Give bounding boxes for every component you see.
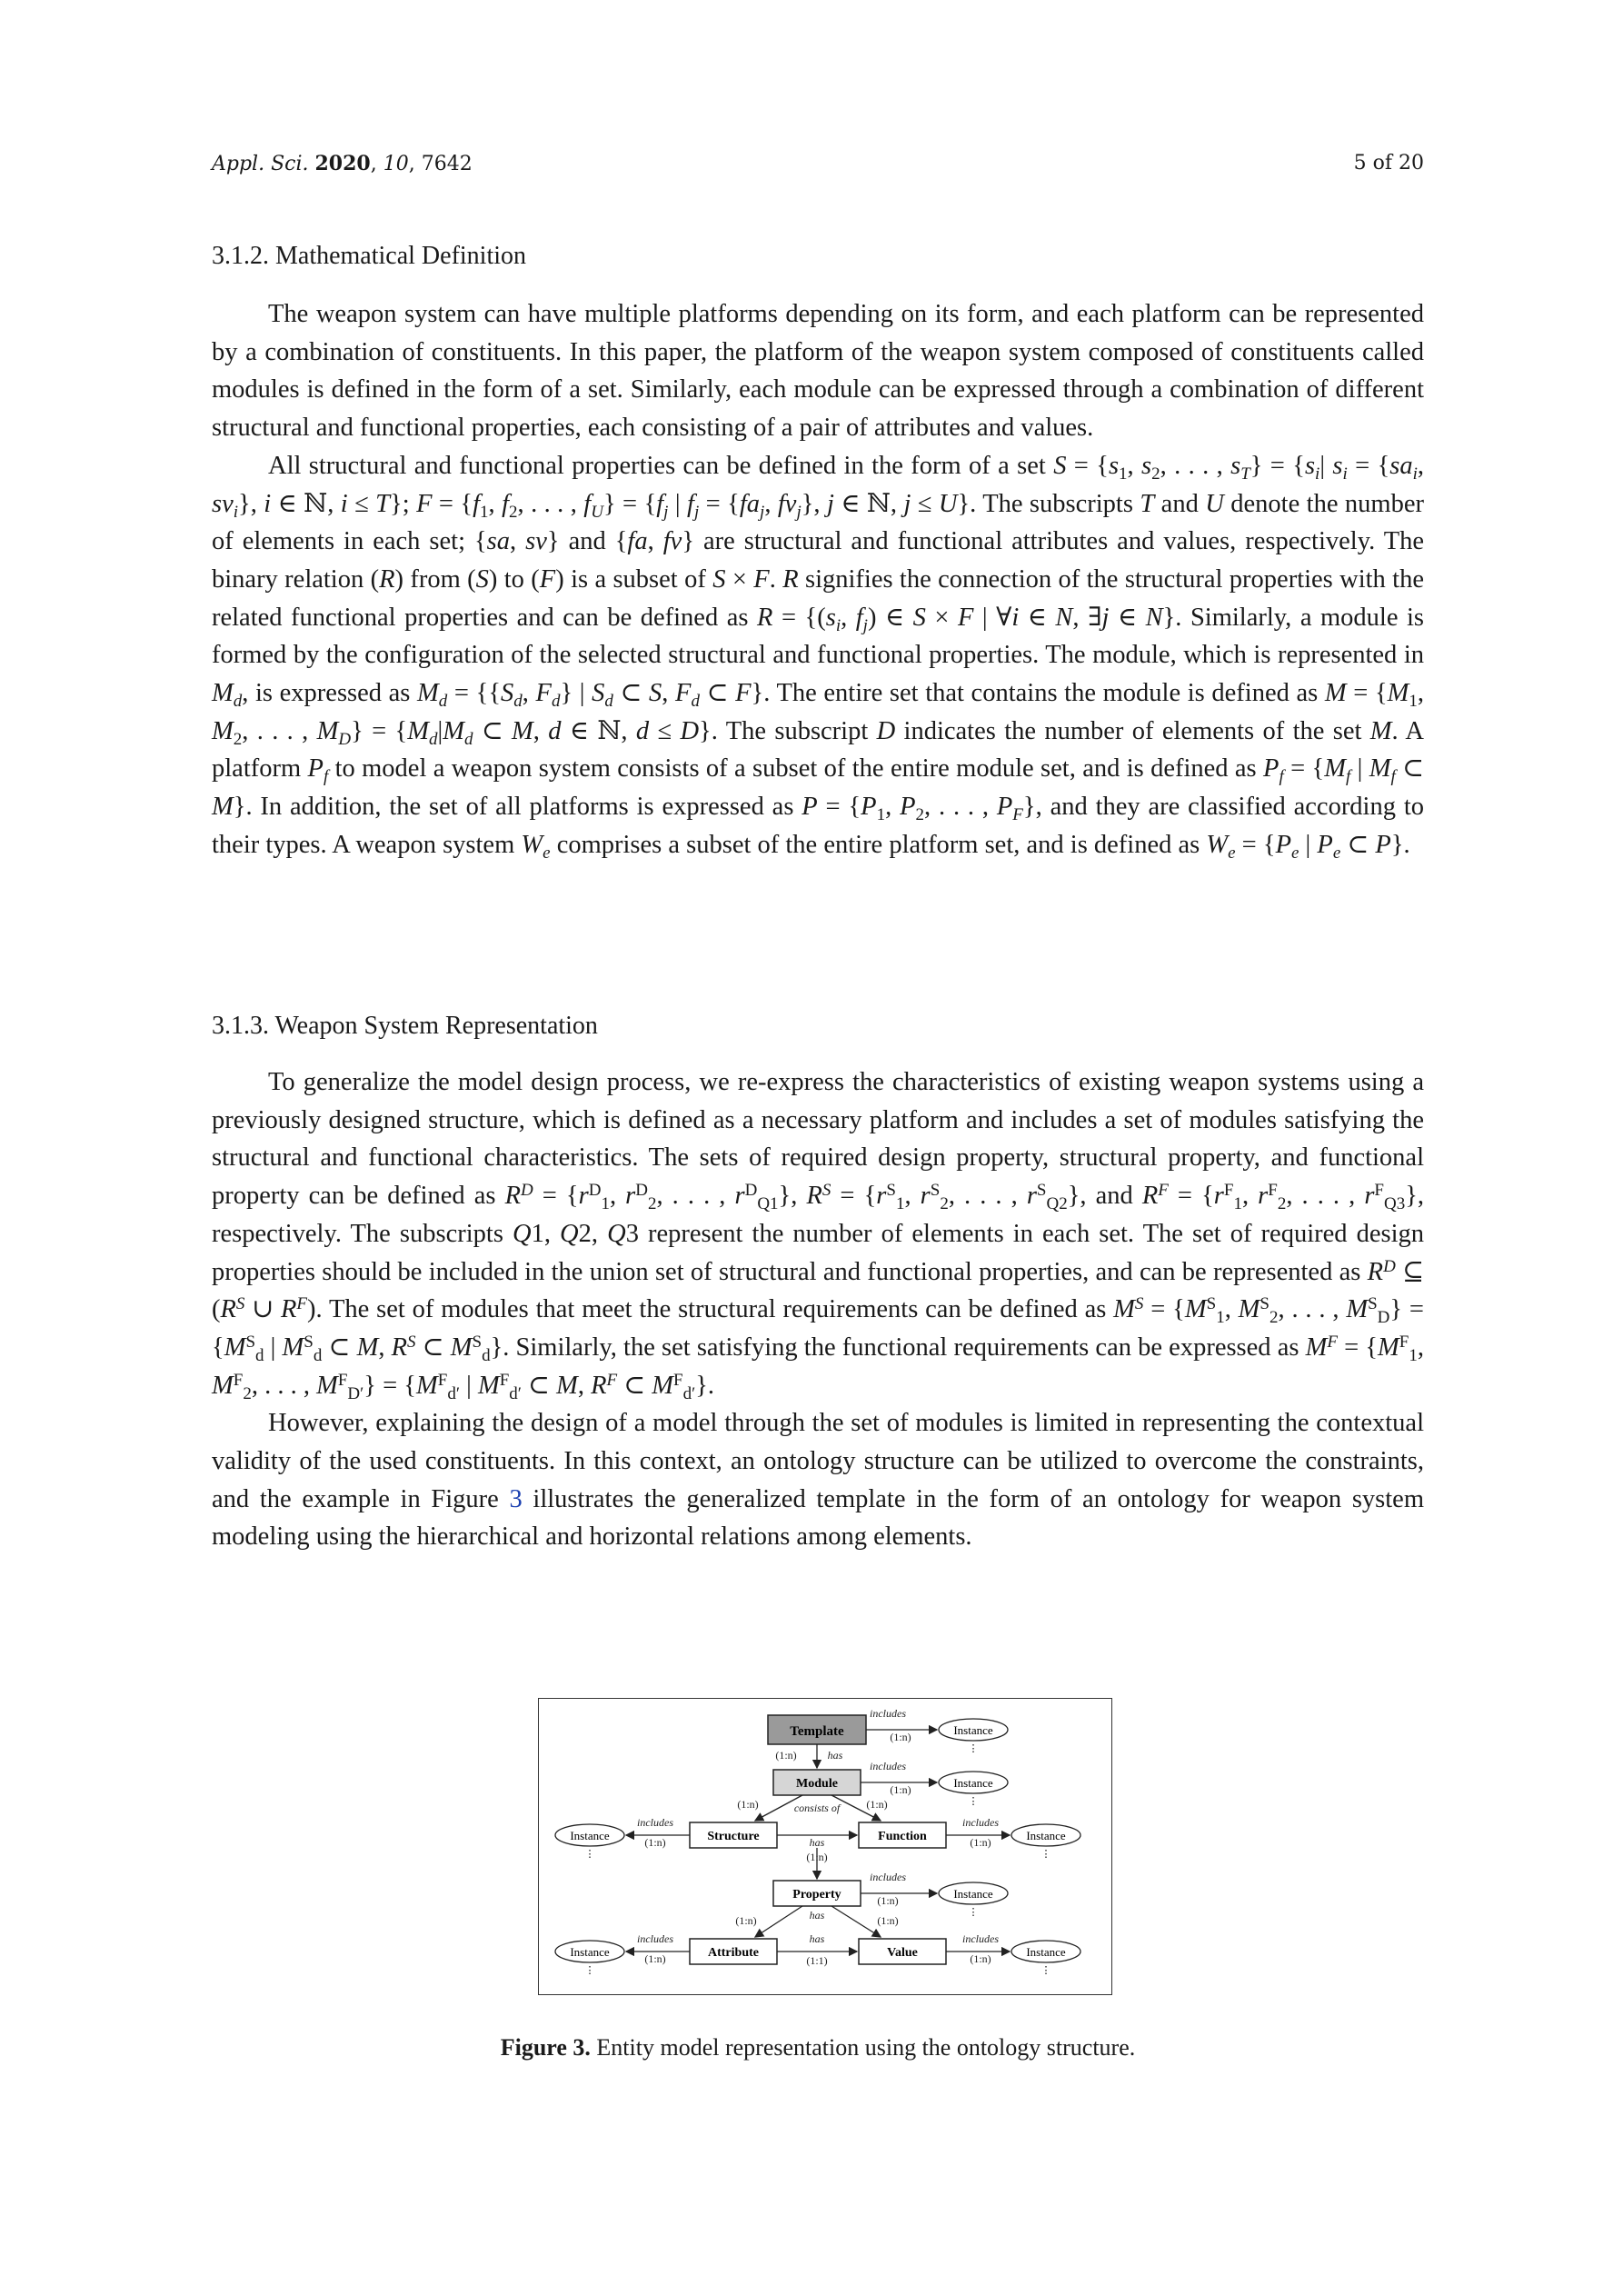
instance-attribute-ellipsis: ⋮: [584, 1965, 595, 1976]
section-3-1-2-body: [212, 295, 1424, 864]
running-head: [212, 152, 1424, 175]
caption-text: Entity model representation using the ontology structure.: [590, 2034, 1136, 2061]
label-includes-7: includes: [962, 1932, 999, 1945]
label-1n-5: (1:n): [866, 1798, 888, 1811]
label-has-1: has: [827, 1749, 843, 1762]
ontology-diagram-svg: [539, 1699, 1111, 1994]
paragraph-2: All structural and functional properties can be defined in the form of a set $S = \{s_1$, $s_2$, . . . , $s_T\} = \{s_i|$ $s_i = \{sa_i$, $sv_i$}, i ∈ ℕ, i ≤ T}; $F = \{f_1$, $f_2$, . . . , $f_U\} = \{f_j$ | $f_j = \{fa_j$, $fv_j$}, j ∈ ℕ, j ≤ U}. The subscripts T and U denote the number of elements in each set; {sa, sv} and {fa, fv} are structural and functional attributes and values, respectively. The binary relation (R) from (S) to (F) is a subset of S × F. R signifies the connection of the structural properties with the related functional properties and can be defined as $R = \{(s_i$, $f_j$) ∈ S × F | ∀i ∈ N, ∃j ∈ N}. Similarly, a module is formed by the configuration of the selected structural and functional properties. The module, which is represented in $M_d$, is expressed as $M_d = \{\{S_d$, $F_d$} | $S_d$ ⊂ S, $F_d$ ⊂ F}. The entire set that contains the module is defined as $M = \{M_1$, $M_2$, . . . , $M_D\} = \{M_d|M_d$ ⊂ M, d ∈ ℕ, d ≤ D}. The subscript D indicates the number of elements of the set M. A platform $P_f$ to model a weapon system consists of a subset of the entire module set, and is defined as $P_f = \{M_f$ | $M_f$ ⊂ M}. In addition, the set of all platforms is expressed as $P = \{P_1$, $P_2$, . . . , $P_F$}, and they are classified according to their types. A weapon system $W_e$ comprises a subset of the entire platform set, and is defined as $W_e = \{P_e$ | $P_e$ ⊂ P}.: [212, 451, 1425, 863]
instance-value-label: Instance: [1026, 1945, 1066, 1959]
label-has-3: has: [809, 1909, 825, 1922]
label-1n-11: (1:n): [877, 1914, 899, 1927]
label-1n-2: (1:n): [775, 1749, 797, 1762]
caption-label: Figure 3.: [500, 2034, 591, 2061]
journal-citation: Appl. Sci. 2020, 10, 7642: [212, 152, 473, 175]
node-module-label: Module: [796, 1777, 838, 1791]
figure-3-ontology-diagram: [538, 1698, 1112, 1995]
instance-module-ellipsis: ⋮: [968, 1796, 979, 1807]
label-consists-of: consists of: [793, 1802, 841, 1814]
instance-attribute-label: Instance: [570, 1945, 610, 1959]
instance-structure-label: Instance: [570, 1829, 610, 1842]
instance-function-ellipsis: ⋮: [1041, 1849, 1051, 1860]
label-has-2: has: [809, 1836, 825, 1849]
paragraph-3: To generalize the model design process, we re-express the characteristics of existing weapon systems using a previously designed structure, which is defined as a necessary platform and includes a set of modules satisfying the structural and functional characteristics. The sets of required design property, structural property, and functional property can be defined as $R^D = \{r^D_1$, $r^D_2$, . . . , $r^D_{Q1}$}, $R^S = \{r^S_1$, $r^S_2$, . . . , $r^S_{Q2}$}, and $R^F = \{r^F_1$, $r^F_2$, . . . , $r^F_{Q3}$}, respectively. The subscripts Q1, Q2, Q3 represent the number of elements in each set. The set of required design properties should be included in the union set of structural and functional properties, and can be represented as $R^D$ ⊆ ($R^S$ ∪ $R^F$). The set of modules that meet the structural requirements can be defined as $M^S = \{M^S_1$, $M^S_2$, . . . , $M^S_D\} = \{M^S_d$ | $M^S_d$ ⊂ M, $R^S$ ⊂ $M^S_d$}. Similarly, the set satisfying the functional requirements can be expressed as $M^F = \{M^F_1$, $M^F_2$, . . . , $M^F_{D'}\} = \{M^F_{d'}$ | $M^F_{d'}$ ⊂ M, $R^F$ ⊂ $M^F_{d'}$}.: [212, 1068, 1425, 1403]
node-function-label: Function: [878, 1830, 927, 1843]
instance-property-ellipsis: ⋮: [968, 1907, 979, 1918]
label-includes-1: includes: [870, 1707, 906, 1720]
label-has-4: has: [809, 1932, 825, 1945]
node-template-label: Template: [790, 1724, 844, 1739]
label-1n-12: (1:n): [644, 1952, 666, 1965]
journal-article: 7642: [421, 153, 473, 175]
edge-property-value: [831, 1906, 881, 1937]
instance-value-ellipsis: ⋮: [1041, 1965, 1051, 1976]
label-includes-4: includes: [962, 1816, 999, 1829]
node-property-label: Property: [792, 1888, 841, 1902]
journal-volume: 10: [383, 153, 409, 175]
instance-module-label: Instance: [953, 1776, 993, 1790]
instance-template-label: Instance: [953, 1723, 993, 1737]
journal-year: 2020: [314, 152, 371, 175]
figure-3-link[interactable]: 3: [509, 1484, 523, 1513]
paragraph-1: The weapon system can have multiple platforms depending on its form, and each platform can be represented by a combination of constituents. In this paper, the platform of the weapon system composed of constituents called modules is defined in the form of a set. Similarly, each module can be expressed through a combination of different structural and functional properties, each consisting of a pair of attributes and values.: [212, 300, 1424, 443]
label-1n-4: (1:n): [737, 1798, 759, 1811]
instance-template-ellipsis: ⋮: [968, 1743, 979, 1754]
paragraph-4: However, explaining the design of a model through the set of modules is limited in representing the contextual validity of the used constituents. In this context, an ontology structure can be utilized to overcome the constraints, and the example in Figure 3 illustrates the generalized template in the form of an ontology for weapon system modeling using the hierarchical and horizontal relations among elements.: [212, 1409, 1424, 1552]
node-value-label: Value: [887, 1946, 918, 1960]
label-1n-1: (1:n): [890, 1731, 911, 1743]
section-3-1-3-body: [212, 1063, 1424, 1556]
label-includes-2: includes: [870, 1760, 906, 1772]
page-number: 5 of 20: [1353, 152, 1424, 175]
node-structure-label: Structure: [707, 1830, 760, 1843]
label-includes-5: includes: [870, 1871, 906, 1883]
instance-function-label: Instance: [1026, 1829, 1066, 1842]
label-includes-6: includes: [637, 1932, 673, 1945]
edge-property-attribute: [755, 1906, 802, 1937]
label-1n-7: (1:n): [970, 1836, 991, 1849]
node-attribute-label: Attribute: [708, 1946, 759, 1960]
journal-name: Appl. Sci.: [212, 153, 309, 175]
figure-3-caption: [212, 2034, 1424, 2061]
label-1n-9: (1:n): [877, 1894, 899, 1907]
label-1n-13: (1:n): [970, 1952, 991, 1965]
label-1n-6: (1:n): [644, 1836, 666, 1849]
instance-property-label: Instance: [953, 1887, 993, 1901]
label-1n-3: (1:n): [890, 1783, 911, 1796]
section-heading-3-1-2: 3.1.2. Mathematical Definition: [212, 242, 527, 270]
section-heading-3-1-3: 3.1.3. Weapon System Representation: [212, 1012, 598, 1040]
instance-structure-ellipsis: ⋮: [584, 1849, 595, 1860]
label-includes-3: includes: [637, 1816, 673, 1829]
label-1n-10: (1:n): [735, 1914, 757, 1927]
label-1-1: (1:1): [806, 1954, 828, 1967]
label-1n-8: (1:n): [806, 1851, 828, 1863]
